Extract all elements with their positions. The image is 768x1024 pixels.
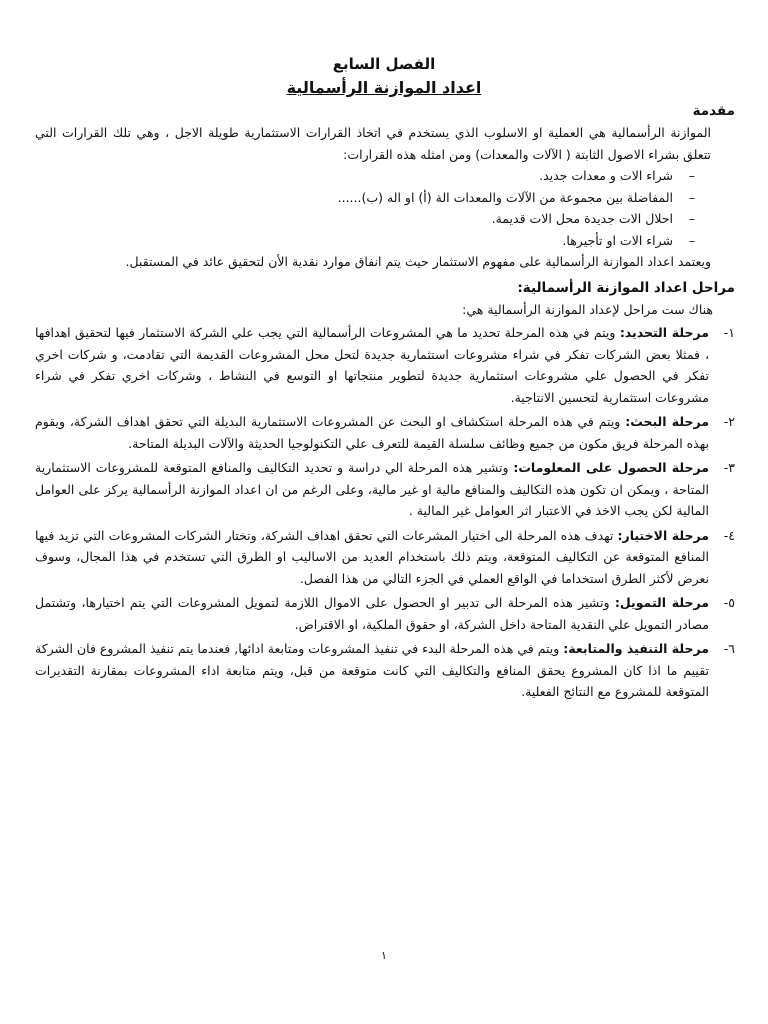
stage-item: [35, 638, 735, 703]
stage-text: وتشير هذه المرحلة الى تدبير او الحصول على الاموال اللازمة لتمويل المشروعات التي يتم اختيارها، وتشتمل مصادر التمويل علي النقدية المتاحة داخل الشركة، او حقوق الملكية، او الاقتراض.: [35, 595, 709, 632]
document-body: [35, 100, 735, 706]
stage-item: [35, 322, 735, 408]
dash-bullet-icon: –: [688, 211, 695, 226]
stage-text: وتشير هذه المرحلة الي دراسة و تحديد التكاليف والمنافع المتوقعة للمشروعات الاستثمارية المتاحة ، ويمكن ان تكون هذه التكاليف والمنافع مالية او غير مالية، وعلى الرغم من ان اعداد الموازنة الرأسمالية يركز على العوامل المالية لكن يجب الاخذ في الاعتبار اثر العوامل غير المالية .: [35, 460, 709, 518]
dash-bullet-icon: –: [688, 189, 695, 205]
stage-label: مرحلة التحديد:: [619, 325, 709, 340]
stage-item: [35, 457, 735, 522]
stage-number: ١-: [723, 325, 735, 340]
stages-list: [35, 322, 735, 703]
list-item: [35, 230, 695, 252]
chapter-title: الفصل السابع: [332, 55, 436, 73]
bullet-text: احلال الات جديدة محل الات قديمة.: [491, 211, 673, 226]
stage-item: [35, 411, 735, 454]
stage-text: ويتم في هذه المرحلة تحديد ما هي المشروعات الرأسمالية التي يجب علي الشركة الاستثمار فيها لتحقيق اهدافها ، فمثلا بعض الشركات تفكر في شراء مشروعات استثمارية جديدة لتحل محل المشروعات القديمة التي تقادمت، و شركات اخري تفكر في الحصول علي مشروعات استثمارية جديدة لتطوير منتجاتها او التوسع في النشاط ، وشركات اخري تفكر في شراء مشروعات استثمارية لتحسين الانتاجية.: [35, 325, 709, 405]
bullet-text: شراء الات او تأجيرها.: [562, 232, 673, 248]
stage-number: ٣-: [723, 460, 735, 475]
stage-number: ٤-: [723, 527, 735, 543]
stage-number: ٦-: [723, 641, 735, 656]
page-title-text: اعداد الموازنة الرأسمالية: [286, 78, 482, 97]
stage-number: ٢-: [723, 414, 735, 429]
list-item: [35, 208, 695, 230]
page-number: ١: [381, 949, 387, 962]
dash-bullet-icon: –: [688, 232, 695, 248]
stage-item: [35, 525, 735, 590]
stage-label: مرحلة التنفيذ والمتابعة:: [563, 641, 709, 656]
stage-label: مرحلة الاختيار:: [617, 527, 709, 543]
page-title: [0, 78, 768, 98]
dash-bullet-icon: –: [688, 168, 695, 183]
intro-bullet-list: [35, 165, 735, 251]
intro-paragraph: الموازنة الرأسمالية هي العملية او الاسلوب الذي يستخدم في اتخاذ القرارات الاستثمارية طويلة الاجل ، وهي تلك القرارات التي تتعلق بشراء الاصول الثابتة ( الآلات والمعدات) ومن امثله هذه القرارات:: [35, 125, 711, 162]
stage-text: ويتم في هذه المرحلة استكشاف او البحث عن المشروعات الاستثمارية البديلة التي تحقق اهداف الشركة، ويقوم بهذه المرحلة فريق مكون من جميع وظائف سلسلة القيمة للتعرف علي التكنولوجيا الحديثة والآلات البديلة المتاحة.: [35, 414, 709, 451]
stage-label: مرحلة الحصول على المعلومات:: [513, 460, 709, 475]
list-item: [35, 187, 695, 209]
intro-heading: مقدمة: [692, 103, 735, 119]
bullet-text: المفاضلة بين مجموعة من الآلات والمعدات الة (أ) او اله (ب)......: [337, 189, 673, 205]
stage-text: ويتم في هذه المرحلة البدء في تنفيذ المشروعات ومتابعة ادائها, فعندما يتم تنفيذ المشروع فان الشركة تقييم ما اذا كان المشروع يحقق المنافع والتكاليف التي كانت متوقعة من قبل، ويتم متابعة اداء المشروعات بمقارنة التقديرات المتوقعة للمشروع مع النتائج الفعلية.: [35, 641, 709, 699]
list-item: [35, 165, 695, 187]
stages-lead: هناك ست مراحل لإعداد الموازنة الرأسمالية هي:: [462, 301, 713, 317]
stages-heading: مراحل اعداد الموازنة الرأسمالية:: [517, 279, 735, 296]
stage-label: مرحلة البحث:: [625, 414, 709, 429]
bullet-text: شراء الات و معدات جديد.: [539, 168, 673, 183]
stage-item: [35, 592, 735, 635]
stage-number: ٥-: [723, 595, 735, 610]
intro-closing: ويعتمد اعداد الموازنة الرأسمالية على مفهوم الاستثمار حيث يتم انفاق موارد نقدية الأن لتحقيق عائد في المستقبل.: [125, 254, 711, 269]
stage-label: مرحلة التمويل:: [614, 595, 709, 610]
stage-text: تهدف هذه المرحلة الى اختيار المشرعات التي تحقق اهداف الشركة، وتختار الشركات المشروعات التي تزيد فيها المنافع المتوقعة عن التكاليف المتوقعة، ويتم ذلك باستخدام العديد من الاساليب او الطرق التي تستخدم في هذا المجال، وسوف نعرض لأكثر الطرق استخداما في الواقع العملي في الجزء التالي من هذا الفصل.: [35, 527, 709, 586]
